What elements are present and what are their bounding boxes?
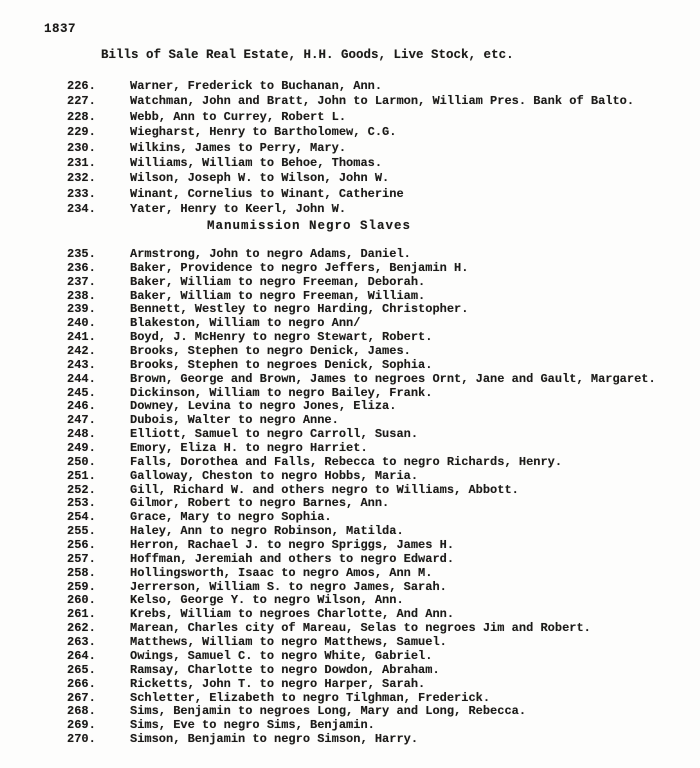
record-row (0, 496, 700, 510)
record-number: 248. (67, 427, 96, 442)
record-row (0, 156, 700, 171)
record-number: 249. (67, 441, 96, 456)
record-row (0, 732, 700, 746)
record-number: 268. (67, 704, 96, 719)
record-text: Dubois, Walter to negro Anne. (130, 413, 339, 428)
record-number: 254. (67, 510, 96, 525)
record-text: Brown, George and Brown, James to negroes Ornt, Jane and Gault, Margaret. (130, 371, 656, 386)
record-text: Jerrerson, William S. to negro James, Sarah. (130, 579, 447, 594)
record-number: 228. (67, 109, 96, 124)
record-text: Hoffman, Jeremiah and others to negro Edward. (130, 551, 455, 566)
record-number: 243. (67, 357, 96, 372)
year-label: 1837 (44, 22, 77, 36)
record-text: Brooks, Stephen to negroes Denick, Sophia. (130, 357, 433, 372)
record-text: Warner, Frederick to Buchanan, Ann. (130, 79, 383, 93)
record-row (0, 125, 700, 140)
record-row (0, 566, 700, 580)
record-text: Winant, Cornelius to Winant, Catherine (130, 186, 404, 201)
record-row (0, 171, 700, 186)
record-number: 267. (67, 690, 96, 705)
record-number: 263. (67, 635, 96, 650)
record-row (0, 110, 700, 125)
record-text: Dickinson, William to negro Bailey, Frank. (130, 385, 433, 400)
record-number: 252. (67, 482, 96, 497)
record-row (0, 141, 700, 156)
record-text: Sims, Eve to negro Sims, Benjamin. (130, 718, 375, 733)
record-number: 237. (67, 274, 96, 289)
record-text: Galloway, Cheston to negro Hobbs, Maria. (130, 468, 419, 483)
record-number: 260. (67, 593, 96, 608)
record-text: Schletter, Elizabeth to negro Tilghman, Frederick. (130, 690, 491, 705)
record-row (0, 330, 700, 344)
record-row (0, 704, 700, 718)
record-text: Krebs, William to negroes Charlotte, And Ann. (130, 607, 455, 622)
record-row (0, 663, 700, 677)
record-row (0, 524, 700, 538)
record-text: Hollingsworth, Isaac to negro Amos, Ann M. (130, 565, 433, 580)
record-row (0, 358, 700, 372)
record-number: 229. (67, 125, 96, 140)
record-text: Kelso, George Y. to negro Wilson, Ann. (130, 593, 404, 608)
record-row (0, 552, 700, 566)
record-row (0, 289, 700, 303)
record-number: 226. (67, 79, 96, 93)
record-text: Emory, Eliza H. to negro Harriet. (130, 441, 368, 456)
record-text: Armstrong, John to negro Adams, Daniel. (130, 247, 411, 261)
record-text: Webb, Ann to Currey, Robert L. (130, 109, 347, 124)
record-row (0, 275, 700, 289)
record-row (0, 580, 700, 594)
record-row (0, 372, 700, 386)
record-row (0, 469, 700, 483)
record-row (0, 302, 700, 316)
record-number: 234. (67, 202, 96, 217)
record-row (0, 607, 700, 621)
record-text: Wilkins, James to Perry, Mary. (130, 140, 347, 155)
record-number: 269. (67, 718, 96, 733)
record-text: Wilson, Joseph W. to Wilson, John W. (130, 171, 390, 186)
record-number: 259. (67, 579, 96, 594)
record-number: 238. (67, 288, 96, 303)
record-row (0, 247, 700, 261)
record-text: Yater, Henry to Keerl, John W. (130, 202, 347, 217)
record-text: Grace, Mary to negro Sophia. (130, 510, 332, 525)
record-row (0, 79, 700, 94)
record-text: Marean, Charles city of Mareau, Selas to negroes Jim and Robert. (130, 621, 591, 636)
manumission-section-heading: Manumission Negro Slaves (207, 219, 412, 233)
record-row (0, 691, 700, 705)
record-number: 230. (67, 140, 96, 155)
record-text: Ricketts, John T. to negro Harper, Sarah. (130, 676, 426, 691)
record-text: Sims, Benjamin to negroes Long, Mary and Long, Rebecca. (130, 704, 527, 719)
record-number: 244. (67, 371, 96, 386)
record-number: 265. (67, 662, 96, 677)
record-number: 232. (67, 171, 96, 186)
record-row (0, 427, 700, 441)
record-text: Herron, Rachael J. to negro Spriggs, James H. (130, 538, 455, 553)
record-text: Watchman, John and Bratt, John to Larmon, William Pres. Bank of Balto. (130, 94, 635, 109)
record-number: 245. (67, 385, 96, 400)
record-text: Elliott, Samuel to negro Carroll, Susan. (130, 427, 419, 442)
record-row (0, 413, 700, 427)
record-number: 262. (67, 621, 96, 636)
record-number: 255. (67, 524, 96, 539)
record-number: 270. (67, 732, 96, 747)
record-row (0, 386, 700, 400)
manumission-entry-list (0, 247, 700, 746)
record-text: Bennett, Westley to negro Harding, Christopher. (130, 302, 469, 317)
record-row (0, 538, 700, 552)
record-number: 257. (67, 551, 96, 566)
record-row (0, 483, 700, 497)
record-text: Gill, Richard W. and others negro to Williams, Abbott. (130, 482, 519, 497)
record-row (0, 316, 700, 330)
record-text: Simson, Benjamin to negro Simson, Harry. (130, 732, 419, 747)
record-number: 236. (67, 260, 96, 275)
record-number: 239. (67, 302, 96, 317)
record-number: 246. (67, 399, 96, 414)
bills-entry-list (0, 79, 700, 218)
record-number: 231. (67, 155, 96, 170)
record-number: 233. (67, 186, 96, 201)
record-number: 250. (67, 454, 96, 469)
record-number: 235. (67, 247, 96, 261)
record-text: Falls, Dorothea and Falls, Rebecca to negro Richards, Henry. (130, 454, 563, 469)
record-row (0, 677, 700, 691)
record-text: Downey, Levina to negro Jones, Eliza. (130, 399, 397, 414)
record-number: 261. (67, 607, 96, 622)
record-number: 247. (67, 413, 96, 428)
record-text: Baker, William to negro Freeman, Deborah. (130, 274, 426, 289)
record-row (0, 94, 700, 109)
record-row (0, 593, 700, 607)
record-text: Owings, Samuel C. to negro White, Gabriel. (130, 648, 433, 663)
record-row (0, 261, 700, 275)
record-text: Baker, William to negro Freeman, William. (130, 288, 426, 303)
record-number: 266. (67, 676, 96, 691)
record-number: 241. (67, 330, 96, 345)
record-number: 264. (67, 648, 96, 663)
record-row (0, 455, 700, 469)
record-row (0, 441, 700, 455)
record-row (0, 635, 700, 649)
page-title: Bills of Sale Real Estate, H.H. Goods, Live Stock, etc. (101, 48, 514, 62)
record-number: 258. (67, 565, 96, 580)
record-text: Wiegharst, Henry to Bartholomew, C.G. (130, 125, 397, 140)
record-row (0, 510, 700, 524)
record-text: Boyd, J. McHenry to negro Stewart, Robert. (130, 330, 433, 345)
record-number: 240. (67, 316, 96, 331)
record-text: Matthews, William to negro Matthews, Samuel. (130, 635, 447, 650)
record-row (0, 649, 700, 663)
record-row (0, 202, 700, 217)
record-row (0, 399, 700, 413)
record-text: Brooks, Stephen to negro Denick, James. (130, 344, 411, 359)
record-text: Gilmor, Robert to negro Barnes, Ann. (130, 496, 390, 511)
record-row (0, 344, 700, 358)
record-row (0, 718, 700, 732)
record-row (0, 621, 700, 635)
record-text: Williams, William to Behoe, Thomas. (130, 155, 383, 170)
record-text: Ramsay, Charlotte to negro Dowdon, Abraham. (130, 662, 440, 677)
record-text: Haley, Ann to negro Robinson, Matilda. (130, 524, 404, 539)
record-text: Blakeston, William to negro Ann/ (130, 316, 361, 331)
record-number: 251. (67, 468, 96, 483)
record-text: Baker, Providence to negro Jeffers, Benjamin H. (130, 260, 469, 275)
record-number: 256. (67, 538, 96, 553)
record-number: 227. (67, 94, 96, 109)
record-row (0, 187, 700, 202)
record-number: 253. (67, 496, 96, 511)
record-number: 242. (67, 344, 96, 359)
